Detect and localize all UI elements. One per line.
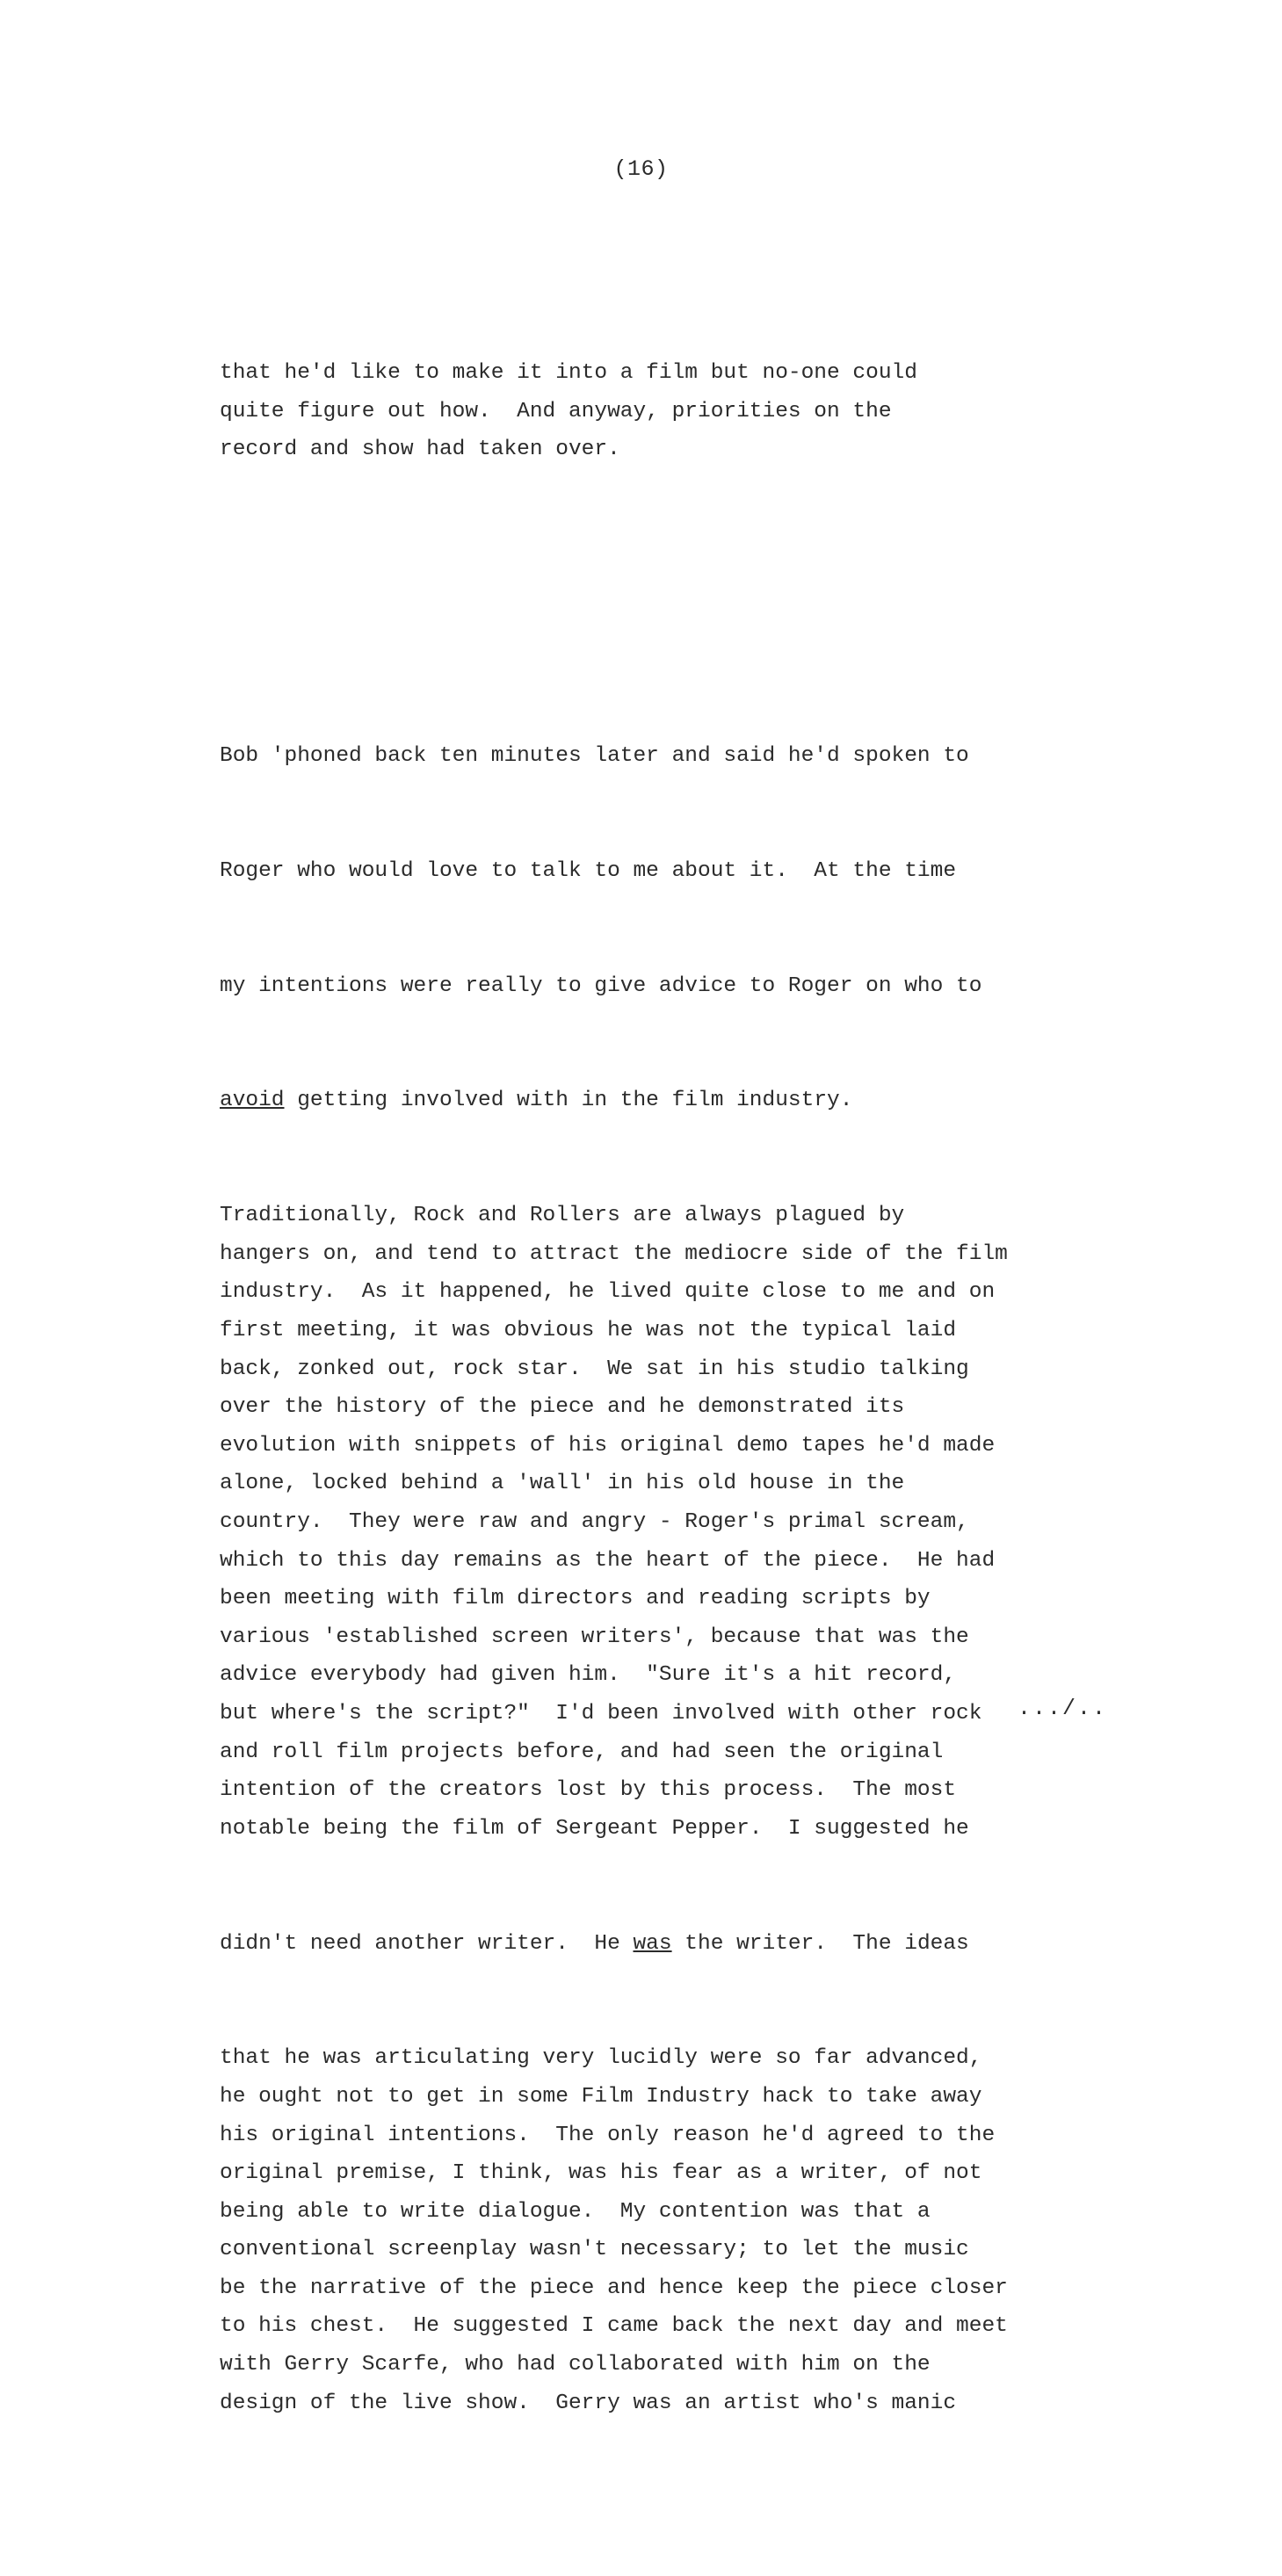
text-fragment: the writer. The ideas bbox=[671, 1931, 969, 1956]
text-line: alone, locked behind a 'wall' in his old house in the bbox=[220, 1472, 905, 1496]
text-line: to his chest. He suggested I came back the next day and meet bbox=[220, 2314, 1008, 2339]
text-line: record and show had taken over. bbox=[220, 438, 620, 462]
text-line: that he'd like to make it into a film but no-one could bbox=[220, 361, 917, 386]
text-line: Traditionally, Rock and Rollers are always plagued by bbox=[220, 1204, 905, 1228]
continuation-mark: .../.. bbox=[1018, 1696, 1108, 1721]
underlined-word: avoid bbox=[220, 1089, 285, 1113]
text-line: and roll film projects before, and had seen the original bbox=[220, 1740, 944, 1764]
text-line: be the narrative of the piece and hence keep the piece closer bbox=[220, 2276, 1008, 2300]
text-line: he ought not to get in some Film Industry hack to take away bbox=[220, 2084, 982, 2109]
text-line: Bob 'phoned back ten minutes later and said he'd spoken to bbox=[220, 744, 969, 769]
text-line: hangers on, and tend to attract the mediocre side of the film bbox=[220, 1241, 1008, 1266]
body-text bbox=[220, 278, 1169, 2576]
text-line: being able to write dialogue. My contention was that a bbox=[220, 2199, 931, 2224]
text-line: country. They were raw and angry - Roger's primal scream, bbox=[220, 1510, 969, 1534]
text-line: back, zonked out, rock star. We sat in his studio talking bbox=[220, 1357, 969, 1381]
text-line: various 'established screen writers', because that was the bbox=[220, 1624, 969, 1649]
underlined-word: was bbox=[633, 1931, 672, 1956]
paragraph-1 bbox=[220, 354, 1169, 469]
text-line: advice everybody had given him. "Sure it's a hit record, bbox=[220, 1663, 957, 1688]
text-line: evolution with snippets of his original demo tapes he'd made bbox=[220, 1433, 996, 1458]
text-line bbox=[220, 1925, 1169, 1964]
text-line: industry. As it happened, he lived quite close to me and on bbox=[220, 1280, 996, 1305]
text-line: original premise, I think, was his fear as a writer, of not bbox=[220, 2161, 982, 2186]
text-line: conventional screenplay wasn't necessary; to let the music bbox=[220, 2238, 969, 2262]
text-fragment: getting involved with in the film industry. bbox=[284, 1089, 853, 1113]
text-line: with Gerry Scarfe, who had collaborated with him on the bbox=[220, 2353, 931, 2377]
text-line: his original intentions. The only reason he'd agreed to the bbox=[220, 2123, 996, 2147]
page-number: (16) bbox=[613, 156, 669, 182]
text-line: notable being the film of Sergeant Pepper. I suggested he bbox=[220, 1816, 969, 1841]
text-line: design of the live show. Gerry was an artist who's manic bbox=[220, 2391, 957, 2415]
paragraph-2-end bbox=[220, 2039, 1169, 2422]
text-line bbox=[220, 1082, 1169, 1120]
text-line: intention of the creators lost by this process. The most bbox=[220, 1778, 957, 1803]
text-line: but where's the script?" I'd been involved with other rock bbox=[220, 1701, 982, 1726]
text-fragment: didn't need another writer. He bbox=[220, 1931, 634, 1956]
text-line: which to this day remains as the heart of the piece. He had bbox=[220, 1548, 996, 1573]
paragraph-gap bbox=[220, 546, 1169, 584]
text-line: first meeting, it was obvious he was not the typical laid bbox=[220, 1319, 957, 1343]
text-line: my intentions were really to give advice to Roger on who to bbox=[220, 973, 982, 998]
text-line: Roger who would love to talk to me about it. At the time bbox=[220, 858, 957, 883]
text-line: over the history of the piece and he demonstrated its bbox=[220, 1395, 905, 1420]
paragraph-2-middle bbox=[220, 1197, 1169, 1848]
text-line: been meeting with film directors and reading scripts by bbox=[220, 1587, 931, 1611]
paragraph-2 bbox=[220, 661, 1169, 2500]
text-line: quite figure out how. And anyway, priorities on the bbox=[220, 399, 892, 423]
text-line: that he was articulating very lucidly were so far advanced, bbox=[220, 2046, 982, 2071]
